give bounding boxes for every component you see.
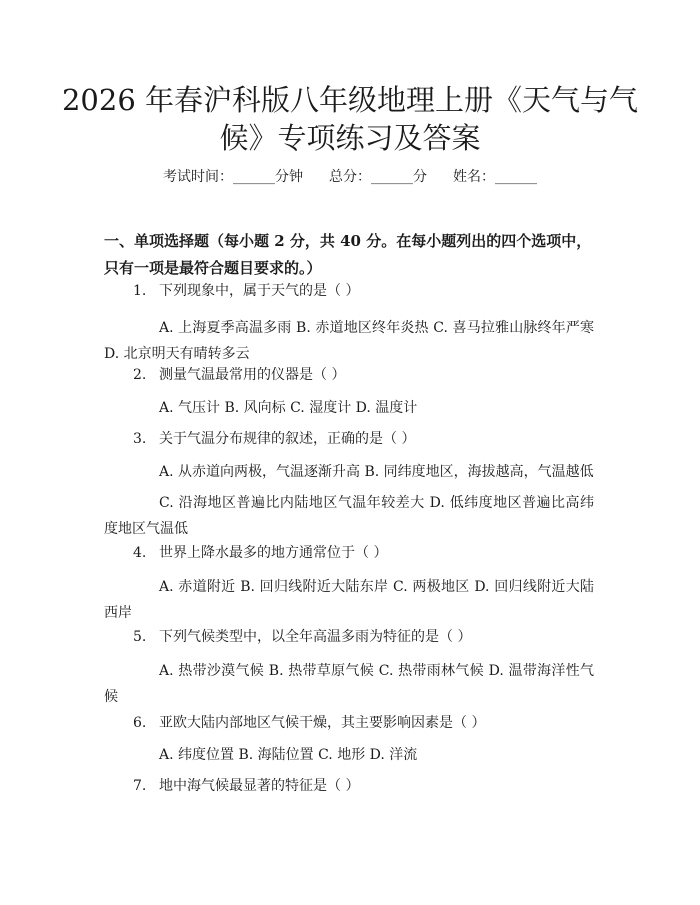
student-name-field: 姓名：______ (453, 169, 537, 185)
question-number: 2. (133, 367, 147, 383)
question-6-options: A. 纬度位置 B. 海陆位置 C. 地形 D. 洋流 (159, 747, 418, 763)
question-number: 3. (133, 431, 147, 447)
question-6 (133, 713, 485, 733)
question-stem: 下列气候类型中，以全年高温多雨为特征的是（ ） (159, 629, 472, 645)
exam-info (60, 167, 640, 187)
question-stem: 亚欧大陆内部地区气候干燥，其主要影响因素是（ ） (159, 715, 486, 731)
question-stem: 世界上降水最多的地方通常位于（ ） (159, 545, 388, 561)
question-1-options: A. 上海夏季高温多雨 B. 赤道地区终年炎热 C. 喜马拉雅山脉终年严寒 D. 北京明天有晴转多云 (104, 320, 594, 362)
question-2 (133, 365, 345, 385)
section-heading: 一、单项选择题（每小题 2 分，共 40 分。在每小题列出的四个选项中，只有一项是最符合题目要求的。） (104, 232, 592, 277)
question-5 (133, 627, 471, 647)
question-1 (133, 281, 359, 301)
question-number: 6. (133, 715, 147, 731)
question-3 (133, 429, 415, 449)
question-stem: 下列现象中，属于天气的是（ ） (159, 283, 360, 299)
question-3-options-a-b: A. 从赤道向两极，气温逐渐升高 B. 同纬度地区，海拔越高，气温越低 (159, 464, 594, 480)
document-title-line-2: 候》专项练习及答案 (219, 121, 481, 155)
question-number: 5. (133, 629, 147, 645)
question-2-options: A. 气压计 B. 风向标 C. 湿度计 D. 温度计 (159, 400, 418, 416)
question-4 (133, 543, 387, 563)
question-3-options-c-d: C. 沿海地区普遍比内陆地区气温年较差大 D. 低纬度地区普遍比高纬度地区气温低 (104, 495, 594, 537)
question-4-options: A. 赤道附近 B. 回归线附近大陆东岸 C. 两极地区 D. 回归线附近大陆西岸 (104, 579, 594, 621)
question-number: 1. (133, 283, 147, 299)
question-stem: 地中海气候最显著的特征是（ ） (159, 778, 360, 794)
question-number: 4. (133, 545, 147, 561)
question-5-options: A. 热带沙漠气候 B. 热带草原气候 C. 热带雨林气候 D. 温带海洋性气候 (104, 663, 594, 705)
question-stem: 关于气温分布规律的叙述，正确的是（ ） (159, 431, 416, 447)
question-number: 7. (133, 778, 147, 794)
total-score-field: 总分：______分 (329, 169, 427, 185)
question-7 (133, 776, 359, 796)
question-stem: 测量气温最常用的仪器是（ ） (159, 367, 346, 383)
document-title-line-1: 2026 年春沪科版八年级地理上册《天气与气 (61, 83, 639, 117)
exam-time-field: 考试时间：______分钟 (163, 169, 303, 185)
